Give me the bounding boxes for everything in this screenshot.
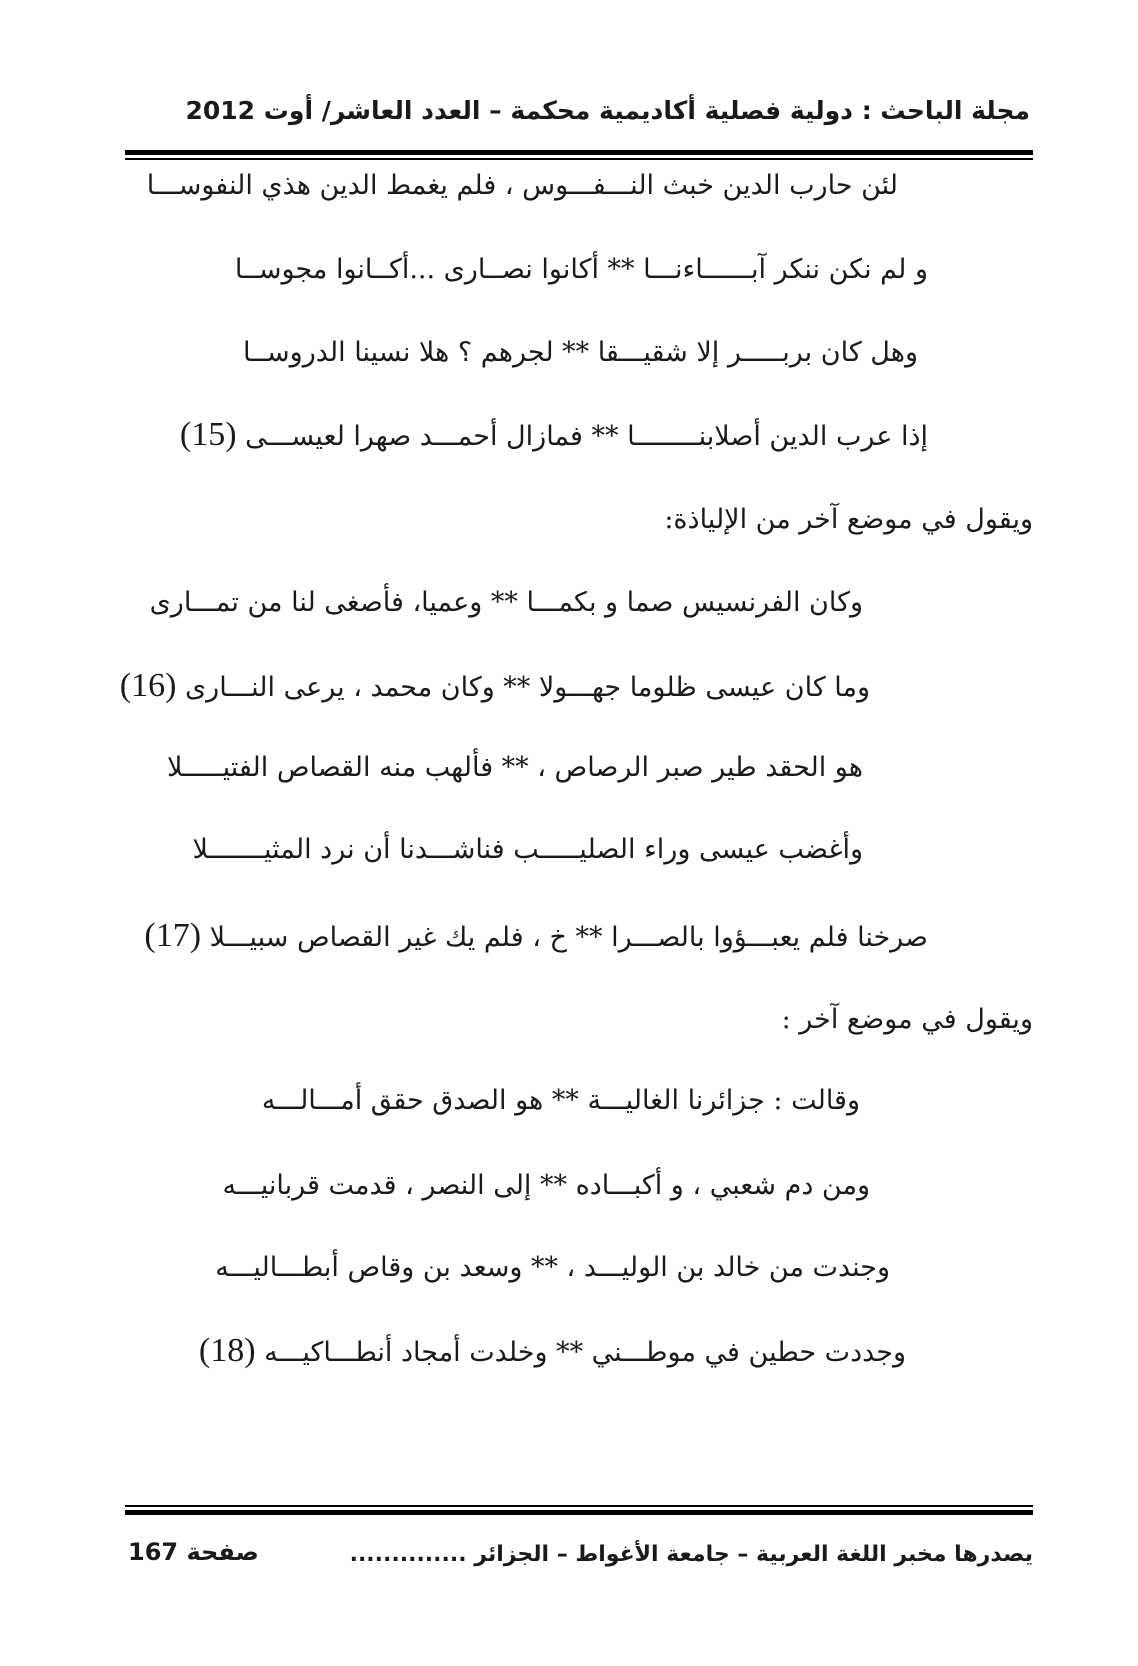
- verse-text: وهل كان بربـــــر إلا شقيـــقا ** لجرهم ؟ هلا نسينا الدروســا: [243, 337, 918, 368]
- verse-text: إذا عرب الدين أصلابنــــــــا ** فمازال أحمـــد صهرا لعيســـى: [245, 421, 928, 452]
- verse-text: وأغضب عيسى وراء الصليـــــب فناشـــدنا أن نرد المثيـــــــلا: [192, 834, 863, 865]
- verse-text: صرخنا فلم يعبـــؤوا بالصـــرا ** خ ، فلم يك غير القصاص سبيـــلا: [209, 922, 928, 953]
- footnote-ref: (17): [144, 917, 202, 954]
- footer-publisher: يصدرها مخبر اللغة العربية – جامعة الأغواط – الجزائر ..............: [349, 1542, 1033, 1567]
- footnote-ref: (15): [179, 416, 237, 453]
- prose-line: ويقول في موضع آخر من الإلياذة:: [664, 504, 1033, 535]
- verse-line: [167, 750, 863, 786]
- verse-text: وقالت : جزائرنا الغاليـــة ** هو الصدق حقق أمـــالـــه: [261, 1085, 860, 1116]
- footnote-ref: (18): [198, 1332, 256, 1369]
- verse-line: [147, 168, 898, 204]
- verse-line: [192, 832, 863, 868]
- verse-text: وكان الفرنسيس صما و بكمـــا ** وعميا، فأصغى لنا من تمـــارى: [149, 587, 863, 618]
- verse-line: [180, 417, 928, 455]
- footer-rule-thin: [125, 1505, 1033, 1507]
- verse-line: [243, 335, 918, 371]
- journal-header: مجلة الباحث : دولية فصلية أكاديمية محكمة – العدد العاشر/ أوت 2012: [185, 96, 1030, 125]
- verse-line: [235, 252, 928, 288]
- verse-text: هو الحقد طير صبر الرصاص ، ** فألهب منه القصاص الفتيـــــلا: [166, 752, 863, 783]
- verse-line: [144, 918, 928, 956]
- footer-rule-thick: [125, 1510, 1033, 1515]
- prose-line: ويقول في موضع آخر :: [781, 1004, 1033, 1035]
- verse-text: ومن دم شعبي ، و أكبـــاده ** إلى النصر ، قدمت قربانيـــه: [222, 1170, 870, 1201]
- verse-text: و لم نكن ننكر آبــــــاءنـــا ** أكانوا نصــارى ...أكــانوا مجوســا: [234, 254, 928, 285]
- verse-line: [262, 1083, 860, 1119]
- header-rule-thick: [125, 150, 1033, 155]
- verse-text: وما كان عيسى ظلوما جهـــولا ** وكان محمد ، يرعى النـــارى: [185, 672, 870, 703]
- verse-line: [120, 668, 870, 706]
- page-number: صفحة 167: [128, 1538, 259, 1566]
- verse-line: [199, 1333, 906, 1371]
- header-rule-thin: [125, 158, 1033, 160]
- verse-line: [215, 1250, 890, 1286]
- footnote-ref: (16): [119, 667, 177, 704]
- verse-line: [223, 1168, 871, 1204]
- verse-text: لئن حارب الدين خبث النـــفـــوس ، فلم يغمط الدين هذي النفوســـا: [146, 170, 898, 201]
- verse-text: وجددت حطين في موطـــني ** وخلدت أمجاد أنطـــاكيـــه: [264, 1337, 906, 1368]
- verse-text: وجندت من خالد بن الوليـــد ، ** وسعد بن وقاص أبطـــاليـــه: [215, 1252, 890, 1283]
- verse-line: [150, 585, 863, 621]
